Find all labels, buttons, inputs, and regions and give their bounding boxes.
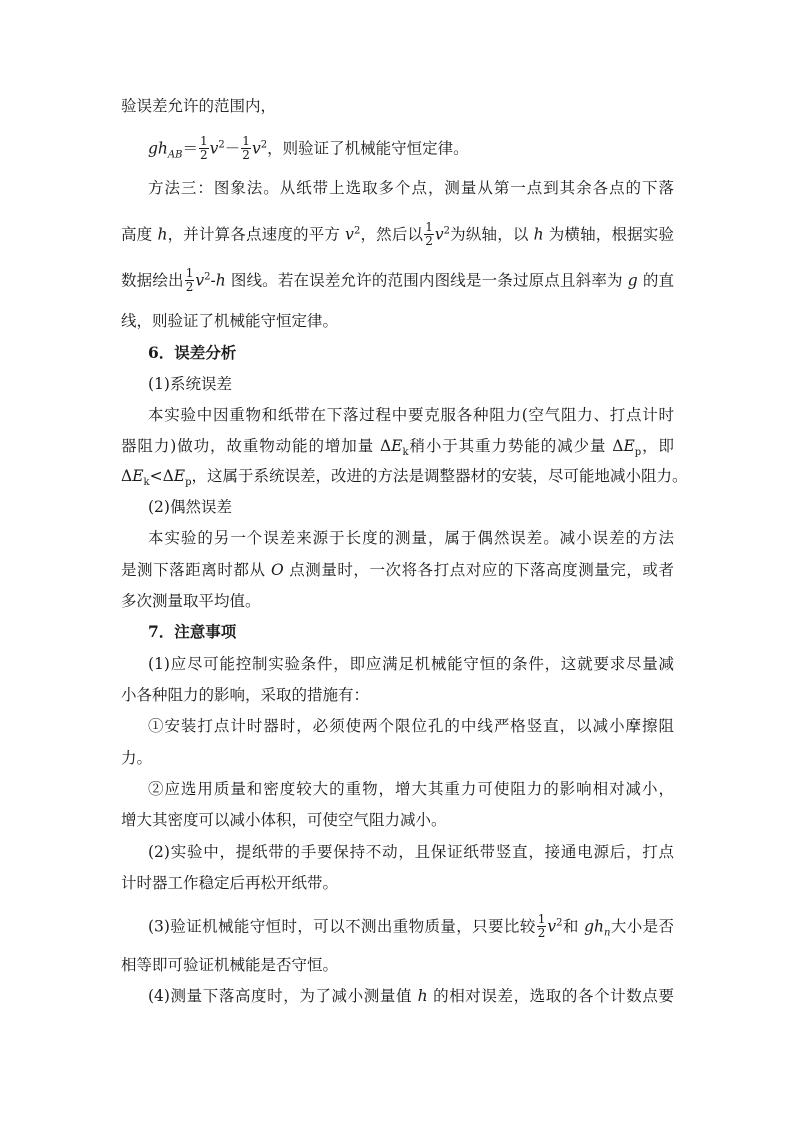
text-line: ②应选用质量和密度较大的重物，增大其重力可使阻力的影响相对减小， bbox=[148, 780, 674, 798]
equation-line: $gh_{AB}=$ $\frac{1}{2}$ $v^2-$ $\frac{1}{2}$ $v^2$，则验证了机械能守恒定律。 bbox=[148, 134, 469, 162]
text-line: (3)验证机械能守恒时，可以不测出重物质量，只要比较 $\frac{1}{2}$ $v^2$和 $gh_n$大小是否 bbox=[148, 912, 674, 940]
text-line: 器阻力)做功，故重物动能的增加量 $\Delta E_k$稍小于其重力势能的减少量 $\Delta E_p$，即 bbox=[121, 437, 674, 459]
text-line: 是测下落距离时都从 O 点测量时，一次将各打点对应的下落高度测量完，或者 bbox=[121, 561, 674, 579]
text-line: (4)测量下落高度时，为了减小测量值 h 的相对误差，选取的各个计数点要 bbox=[148, 987, 674, 1005]
text-line: 本实验中因重物和纸带在下落过程中要克服各种阻力(空气阻力、打点计时 bbox=[148, 406, 674, 424]
fraction: $\frac{1}{2}$ bbox=[242, 134, 250, 162]
text-line: 多次测量取平均值。 bbox=[121, 592, 261, 610]
text-line: 计时器工作稳定后再松开纸带。 bbox=[121, 874, 339, 892]
text-line: 增大其密度可以减小体积，可使空气阻力减小。 bbox=[121, 811, 447, 829]
text-line: 数据绘出 $\frac{1}{2}$ $v^2-h$ 图线。若在误差允许的范围内图线是一条过原点且斜率为 g 的直 bbox=[121, 266, 674, 294]
subheading: (1)系统误差 bbox=[148, 375, 232, 393]
text-line: $\Delta E_k<\Delta E_p$，这属于系统误差，改进的方法是调整器材的安装，尽可能地减小阻力。 bbox=[121, 467, 688, 489]
fraction: $\frac{1}{2}$ bbox=[200, 134, 208, 162]
subheading: (2)偶然误差 bbox=[148, 498, 232, 516]
fraction: $\frac{1}{2}$ bbox=[425, 220, 433, 248]
text-line: 力。 bbox=[121, 749, 153, 767]
text-line: 本实验的另一个误差来源于长度的测量，属于偶然误差。减小误差的方法 bbox=[148, 529, 674, 547]
text-line: 相等即可验证机械能是否守恒。 bbox=[121, 956, 339, 974]
text-line: (1)应尽可能控制实验条件，即应满足机械能守恒的条件，这就要求尽量减 bbox=[148, 655, 674, 673]
fraction: $\frac{1}{2}$ bbox=[537, 912, 546, 940]
fraction: $\frac{1}{2}$ bbox=[185, 266, 194, 294]
text-line: (2)实验中，提纸带的手要保持不动，且保证纸带竖直，接通电源后，打点 bbox=[148, 843, 674, 861]
text-line: 小各种阻力的影响，采取的措施有： bbox=[121, 686, 370, 704]
text-line: 高度 h，并计算各点速度的平方 $v^2$，然后以 $\frac{1}{2}$ $v^2$为纵轴，以 h 为横轴，根据实验 bbox=[121, 220, 674, 248]
section-heading: 7．注意事项 bbox=[148, 622, 237, 641]
text-line: ①安装打点计时器时，必须使两个限位孔的中线严格竖直，以减小摩擦阻 bbox=[148, 717, 674, 735]
section-heading: 6．误差分析 bbox=[148, 343, 237, 362]
text-line: 线，则验证了机械能守恒定律。 bbox=[121, 312, 339, 330]
text-line: 方法三：图象法。从纸带上选取多个点，测量从第一点到其余各点的下落 bbox=[148, 179, 674, 197]
text-line: 验误差允许的范围内， bbox=[121, 97, 277, 115]
